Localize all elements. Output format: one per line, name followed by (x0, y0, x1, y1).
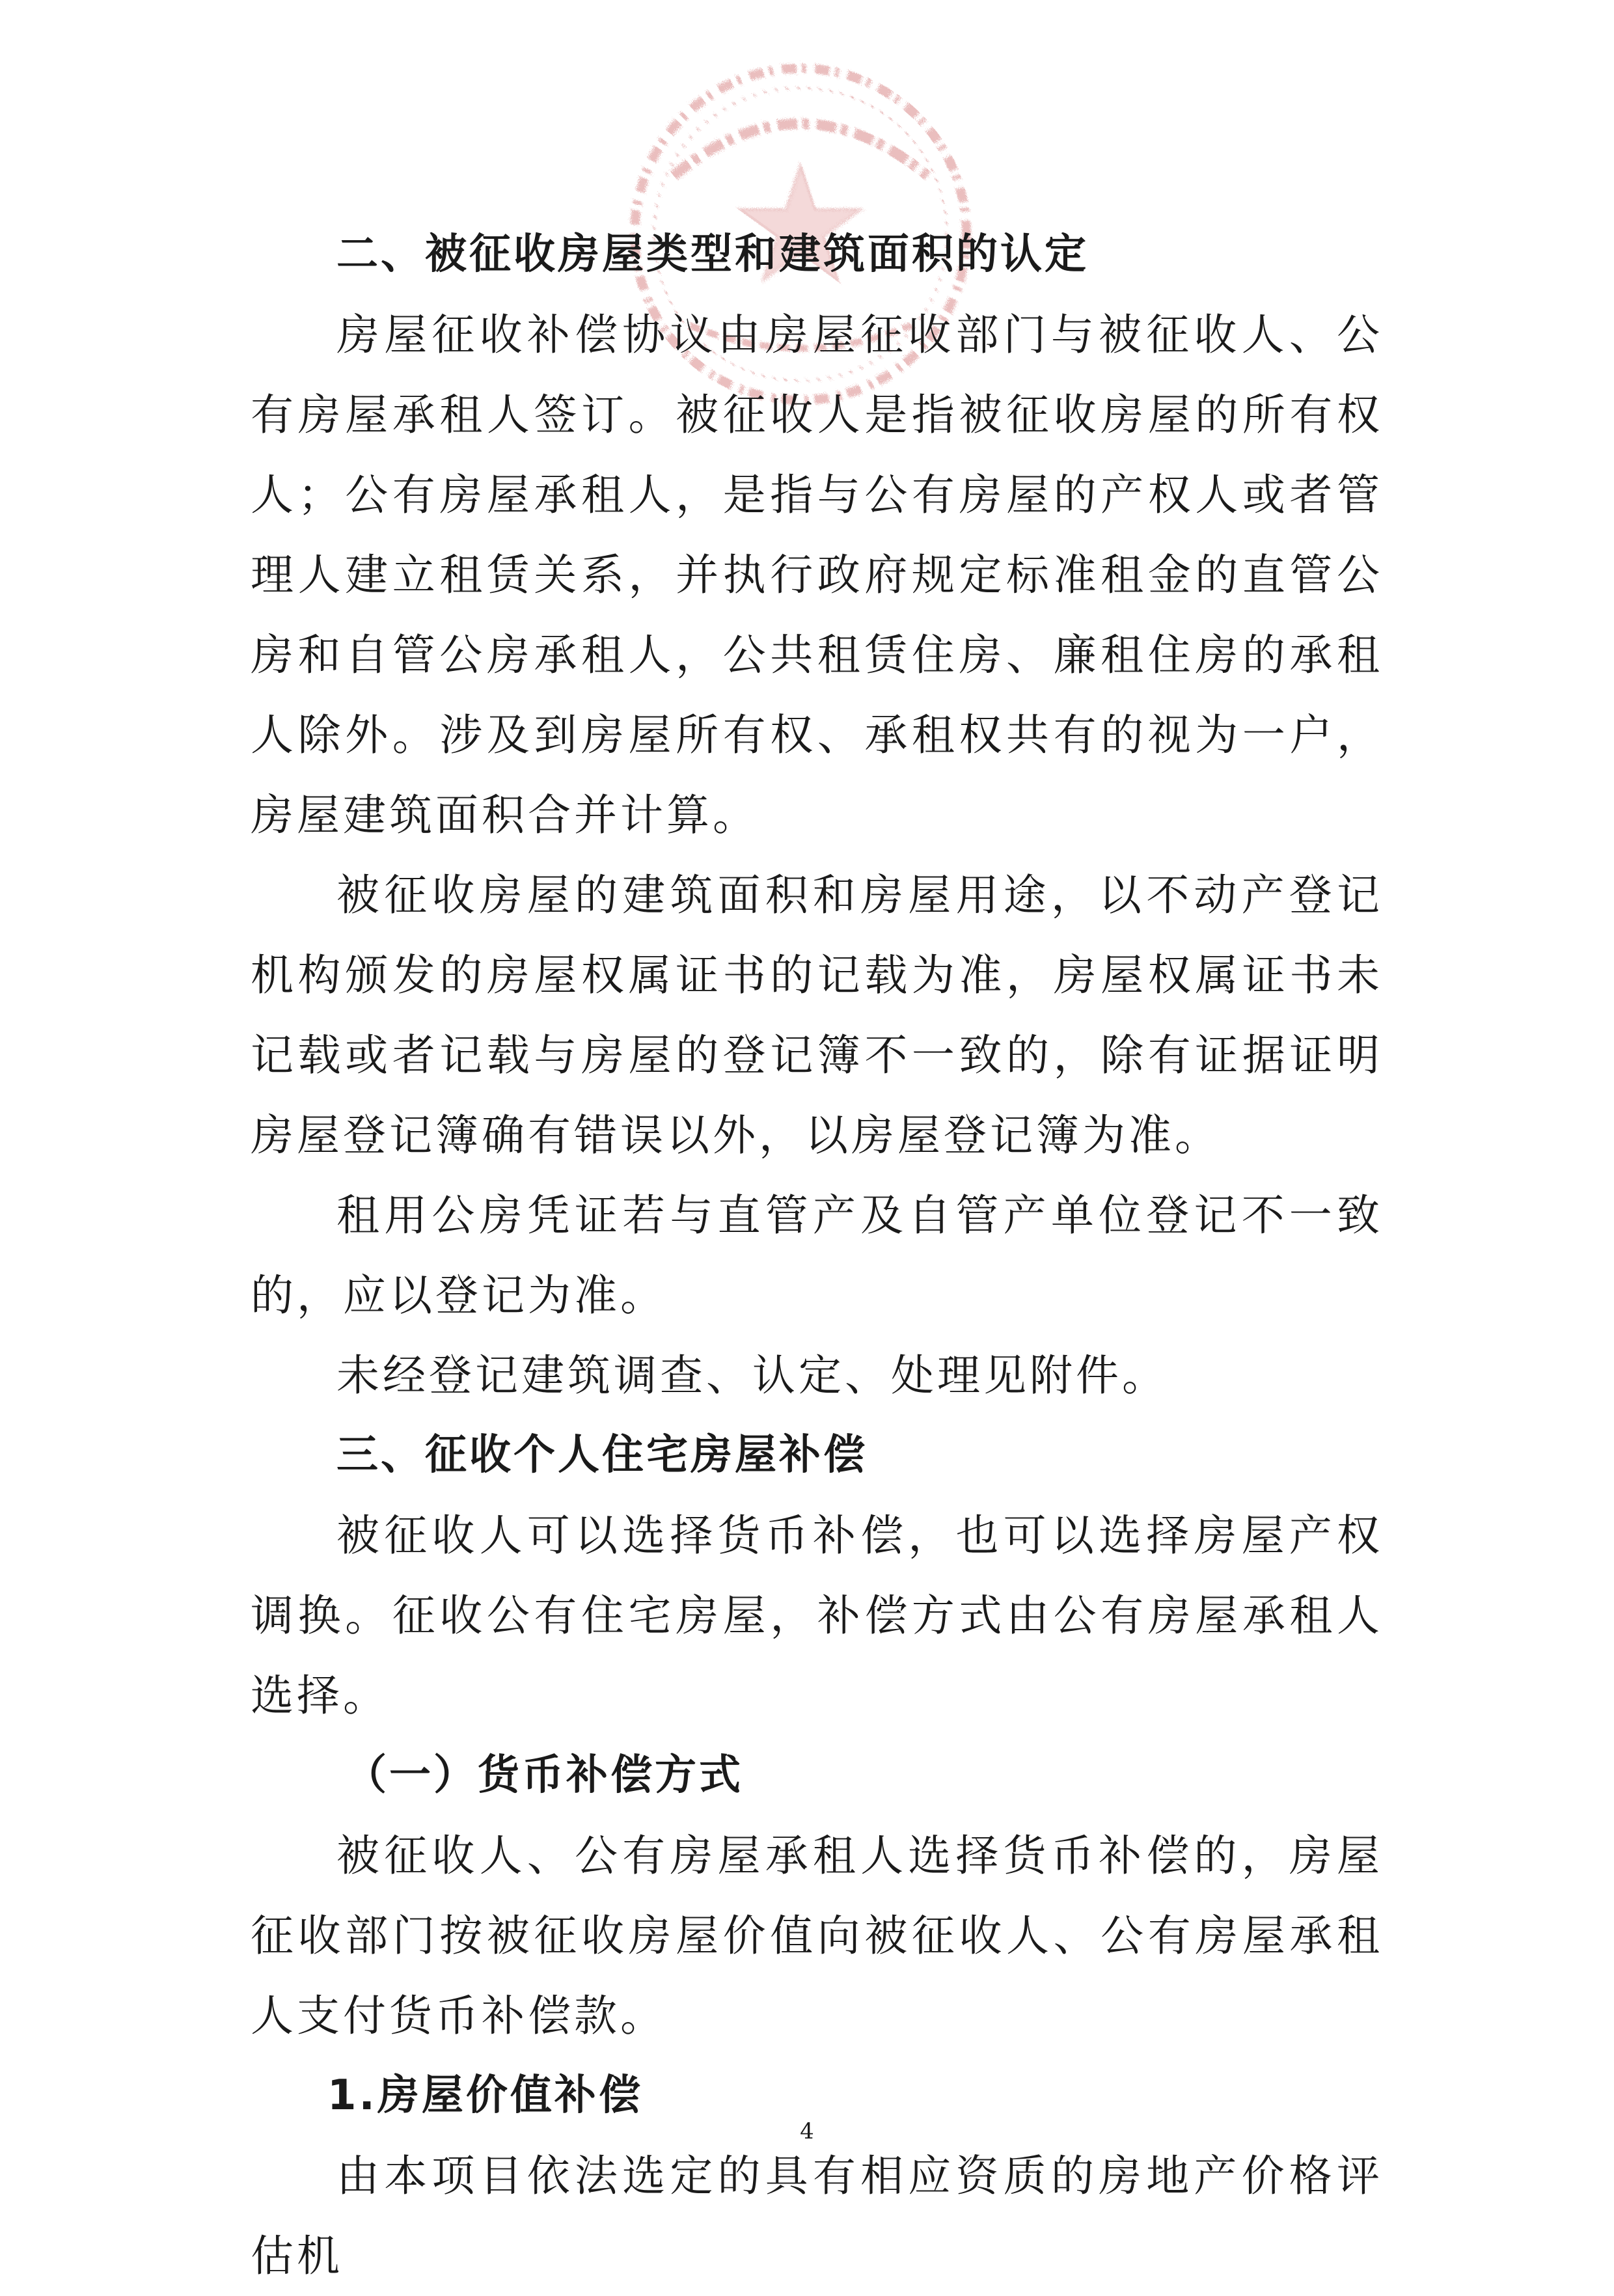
document-body (251, 215, 1383, 2296)
page-number: 4 (800, 2118, 814, 2144)
paragraph-building-area: 被征收房屋的建筑面积和房屋用途，以不动产登记机构颁发的房屋权属证书的记载为准，房屋权属证书未记载或者记载与房屋的登记簿不一致的，除有证据证明房屋登记簿确有错误以外，以房屋登记簿为准。 (251, 870, 1383, 1160)
paragraph-unregistered-buildings: 未经登记建筑调查、认定、处理见附件。 (336, 1350, 1168, 1401)
item-heading-house-value: 1.房屋价值补偿 (327, 2071, 643, 2120)
paragraph-monetary-compensation: 被征收人、公有房屋承租人选择货币补偿的，房屋征收部门按被征收房屋价值向被征收人、公有房屋承租人支付货币补偿款。 (251, 1831, 1383, 2041)
section-heading-3: 三、征收个人住宅房屋补偿 (336, 1431, 868, 1479)
paragraph-agreement-parties: 房屋征收补偿协议由房屋征收部门与被征收人、公有房屋承租人签订。被征收人是指被征收房屋的所有权人；公有房屋承租人，是指与公有房屋的产权人或者管理人建立租赁关系，并执行政府规定标准租金的直管公房和自管公房承租人，公共租赁住房、廉租住房的承租人除外。涉及到房屋所有权、承租权共有的视为一户，房屋建筑面积合并计算。 (251, 310, 1383, 840)
paragraph-public-housing-certificate: 租用公房凭证若与直管产及自管产单位登记不一致的，应以登记为准。 (251, 1190, 1383, 1320)
paragraph-compensation-choice: 被征收人可以选择货币补偿，也可以选择房屋产权调换。征收公有住宅房屋，补偿方式由公有房屋承租人选择。 (251, 1510, 1383, 1721)
subsection-heading-monetary: （一）货币补偿方式 (345, 1751, 743, 1799)
section-heading-2: 二、被征收房屋类型和建筑面积的认定 (336, 230, 1089, 279)
paragraph-appraisal: 由本项目依法选定的具有相应资质的房地产价格评估机 (251, 2151, 1383, 2281)
